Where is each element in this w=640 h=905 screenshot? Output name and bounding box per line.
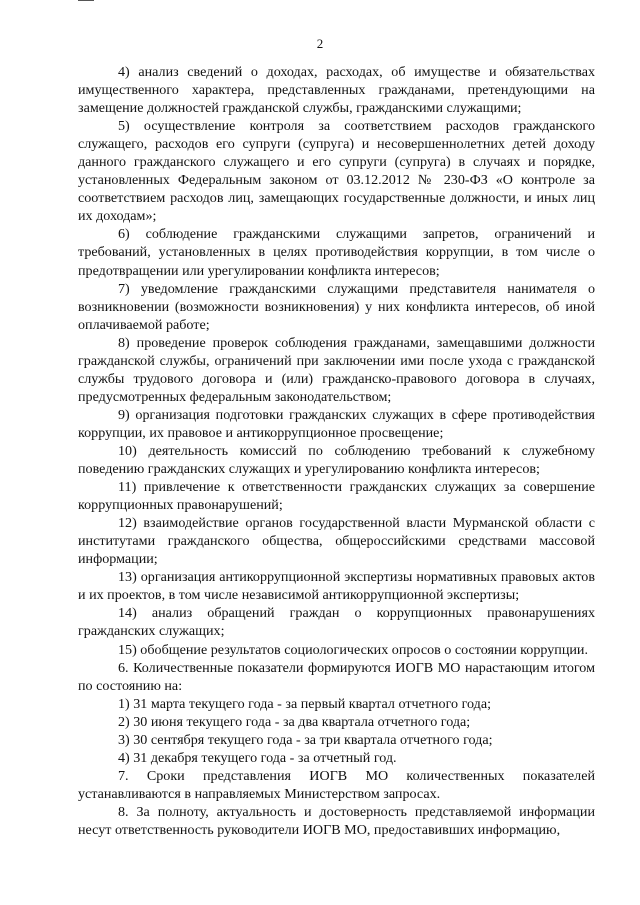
list-item-q4: 4) 31 декабря текущего года - за отчетный год. [118, 749, 397, 766]
page-number: 2 [316, 36, 324, 51]
list-item-q2: 2) 30 июня текущего года - за два квартала отчетного года; [118, 713, 471, 730]
paragraph-item-5-expense-control: 5) осуществление контроля за соответствием расходов гражданского служащего, расходов его супруги (супруга) и несовершеннолетних детей доходу данного гражданского служащего и его супруги (супруга) в случаях и порядке, установленных Федеральным законом от 03.12.2012 № 230-ФЗ «О контроле за соответствием расходов лиц, замещающих государственные должности, и иных лиц их доходам»; [78, 118, 595, 225]
paragraph-item-12-cooperation: 12) взаимодействие органов государственной власти Мурманской области с институтами гражданского общества, общероссийскими средствами массовой информации; [78, 515, 595, 568]
paragraph-item-4-income-analysis: 4) анализ сведений о доходах, расходах, об имуществе и обязательствах имущественного характера, представленных гражданами, претендующими на замещение должностей гражданской службы, гражданскими служащими; [78, 64, 595, 117]
paragraph-item-15-surveys: 15) обобщение результатов социологических опросов о состоянии коррупции. [118, 641, 588, 658]
list-item-q1: 1) 31 марта текущего года - за первый квартал отчетного года; [118, 695, 491, 712]
paragraph-section-7: 7. Сроки представления ИОГВ МО количественных показателей устанавливаются в направляемых Министерством запросах. [78, 767, 595, 802]
paragraph-item-10-commissions: 10) деятельность комиссий по соблюдению требований к служебному поведению гражданских служащих и урегулированию конфликта интересов; [78, 442, 595, 478]
document-body [78, 63, 595, 839]
paragraph-section-6: 6. Количественные показатели формируются ИОГВ МО нарастающим итогом по состоянию на: [78, 659, 595, 694]
paragraph-item-7-notification: 7) уведомление гражданскими служащими представителя нанимателя о возникновении (возможности возникновения) у них конфликта интересов, об иной оплачиваемой работе; [78, 280, 595, 333]
paragraph-item-11-liability: 11) привлечение к ответственности гражданских служащих за совершение коррупционных правонарушений; [78, 479, 595, 514]
paragraph-item-14-appeals: 14) анализ обращений граждан о коррупционных правонарушениях гражданских служащих; [78, 605, 595, 640]
scan-mark [78, 0, 94, 1]
paragraph-item-6-restrictions: 6) соблюдение гражданскими служащими запретов, ограничений и требований, установленных в целях противодействия коррупции, в том числе о предотвращении или урегулировании конфликта интересов; [78, 226, 595, 279]
list-item-q3: 3) 30 сентября текущего года - за три квартала отчетного года; [118, 731, 493, 748]
paragraph-item-13-expertise: 13) организация антикоррупционной экспертизы нормативных правовых актов и их проектов, в том числе независимой антикоррупционной экспертизы; [78, 569, 595, 604]
paragraph-item-9-training: 9) организация подготовки гражданских служащих в сфере противодействия коррупции, их правовое и антикоррупционное просвещение; [78, 406, 595, 441]
paragraph-section-8: 8. За полноту, актуальность и достоверность представляемой информации несут ответственность руководители ИОГВ МО, предоставивших информацию, [78, 803, 595, 838]
paragraph-item-8-inspections: 8) проведение проверок соблюдения гражданами, замещавшими должности гражданской службы, ограничений при заключении ими после ухода с гражданской службы трудового договора и (или) гражданско-правового договора в случаях, предусмотренных федеральным законодательством; [78, 334, 595, 405]
